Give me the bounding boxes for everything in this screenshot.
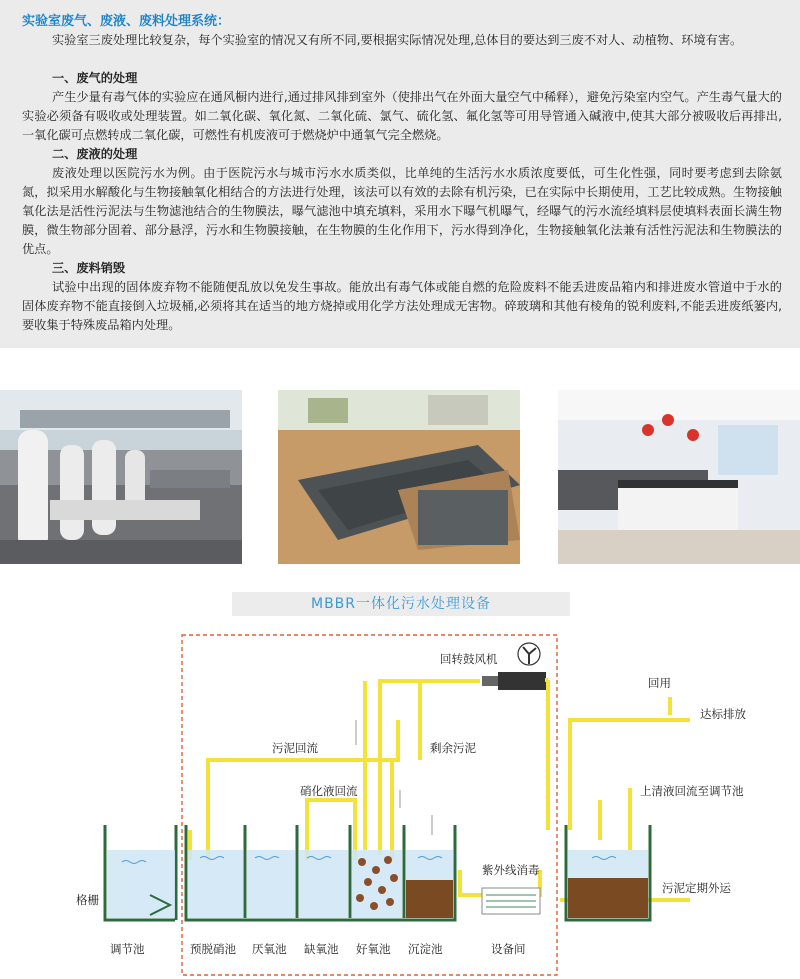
tank-label: 设备间 [491,942,526,956]
heading-exhaust: 一、废气的处理 [52,71,138,85]
section-title: 实验室废气、废液、废料处理系统： [22,14,231,29]
tank-label: 调节池 [110,942,145,956]
label-blower: 回转鼓风机 [440,652,498,666]
tank-label: 好氧池 [356,942,391,956]
intro-paragraph: 实验室三废处理比较复杂，每个实验室的情况又有所不同,要根据实际情况处理,总体目的要达到三废不对人、动植物、环境有害。 [52,33,743,47]
tank-label: 厌氧池 [252,942,287,956]
liquid-paragraph: 废液处理以医院污水为例。由于医院污水与城市污水水质类似，比单纯的生活污水水质浓度要低，可生化性强，同时要考虑到去除氨氮，拟采用水解酸化与生物接触氧化相结合的方法进行处理，该法可以有效的去除有机污染，已在实际中长期使用，工艺比较成熟。生物接触氧化法是活性污泥法与生物滤池结合的生物膜法，曝气滤池中填充填料，采用水下曝气机曝气，经曝气的污水流经填料层使填料表面长满生物膜，微生物部分固着、部分悬浮，污水和生物膜接触，在生物膜的生化作用下，污水得到净化，生物接触氧化法兼有活性污泥法和生物膜法的优点。 [22,166,782,256]
label-uv-disinfection: 紫外线消毒 [482,863,540,877]
construction-site-photo [278,390,520,564]
label-nitrate-return: 硝化液回流 [300,784,358,798]
label-reuse: 回用 [648,676,671,690]
label-excess-sludge: 剩余污泥 [430,741,476,755]
heading-solid: 三、废料销毁 [52,261,126,275]
label-discharge: 达标排放 [700,707,746,721]
rooftop-scrubber-photo [0,390,242,564]
tank-label: 沉淀池 [408,942,443,956]
label-grid: 格栅 [76,893,99,907]
laboratory-photo [558,390,800,564]
label-sludge-outbound: 污泥定期外运 [662,881,731,895]
label-supernatant-return: 上清液回流至调节池 [640,784,744,798]
tank-label: 预脱硝池 [190,942,236,956]
solid-paragraph: 试验中出现的固体废弃物不能随便乱放以免发生事故。能放出有毒气体或能自燃的危险废料不能丢进废品箱内和排进废水管道中于水的固体废弃物不能直接倒入垃圾桶,必须将其在适当的地方烧掉或用化学方法处理成无害物。碎玻璃和其他有棱角的锐利废料,不能丢进废纸篓内,要收集于特殊废品箱内处理。 [22,280,782,332]
diagram-title: MBBR一体化污水处理设备 [232,592,570,616]
label-sludge-return: 污泥回流 [272,741,318,755]
tank-label: 缺氧池 [304,942,339,956]
heading-liquid: 二、废液的处理 [52,147,138,161]
text-section [0,0,800,348]
mbbr-process-diagram [0,560,800,979]
exhaust-paragraph: 产生少量有毒气体的实验应在通风橱内进行,通过排风排到室外（使排出气在外面大量空气中稀释），避免污染室内空气。产生毒气量大的实验必须备有吸收或处理装置。如二氧化碳、氧化氮、二氧化硫、氯气、硫化氢、氟化氢等可用导管通入碱液中,使其大部分被吸收后再排出,一氧化碳可点燃转成二氧化碳，可燃性有机废液可于燃烧炉中通氧气完全燃烧。 [22,90,782,142]
